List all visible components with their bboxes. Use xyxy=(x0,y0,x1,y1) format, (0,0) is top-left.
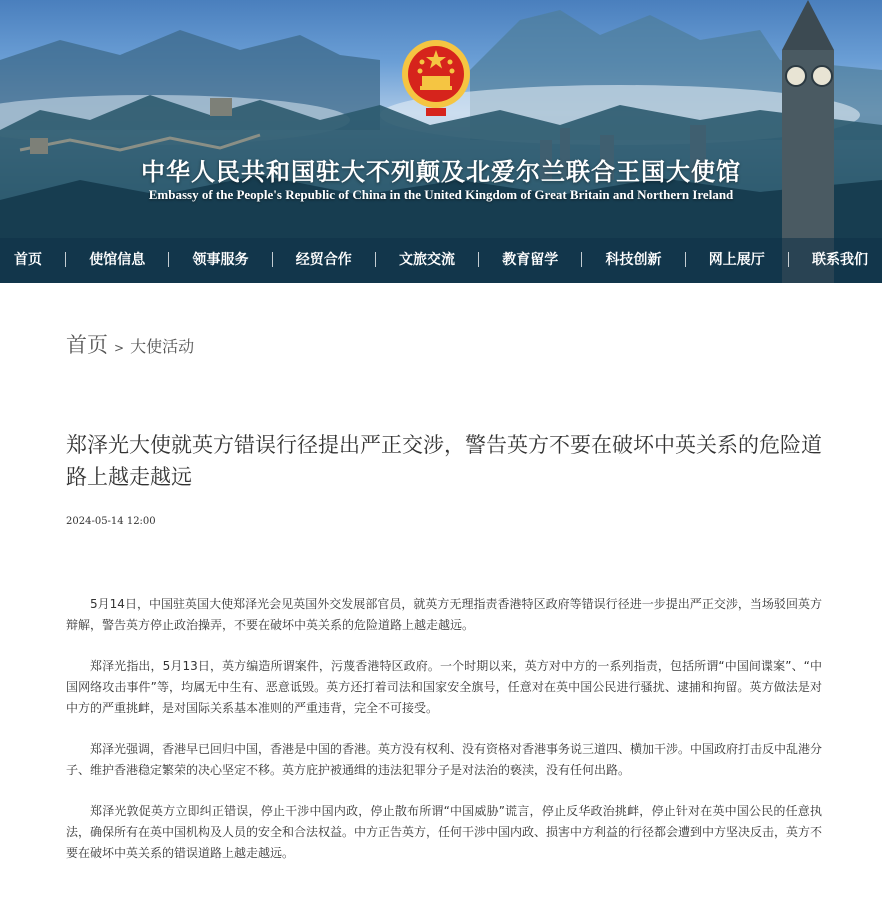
nav-item-home[interactable]: 首页 xyxy=(14,252,42,268)
embassy-title-cn: 中华人民共和国驻大不列颠及北爱尔兰联合王国大使馆 xyxy=(141,157,741,186)
article-body xyxy=(66,594,822,884)
site-banner xyxy=(0,0,882,283)
nav-separator xyxy=(272,252,273,267)
main-content xyxy=(0,283,882,904)
nav-separator xyxy=(65,252,66,267)
breadcrumb-current-link[interactable]: 大使活动 xyxy=(130,337,195,356)
nav-separator xyxy=(375,252,376,267)
nav-item-trade[interactable]: 经贸合作 xyxy=(295,252,352,268)
nav-item-technology[interactable]: 科技创新 xyxy=(605,252,662,268)
article-paragraph: 郑泽光强调，香港早已回归中国，香港是中国的香港。英方没有权利、没有资格对香港事务说三道四、横加干涉。中国政府打击反中乱港分子、维护香港稳定繁荣的决心坚定不移。英方庇护被通缉的违法犯罪分子是对法治的亵渎，没有任何出路。 xyxy=(66,742,823,777)
nav-separator xyxy=(478,252,479,267)
nav-item-consular[interactable]: 领事服务 xyxy=(192,252,249,268)
article-title: 郑泽光大使就英方错误行径提出严正交涉，警告英方不要在破坏中英关系的危险道路上越走越远 xyxy=(66,433,822,489)
nav-item-education[interactable]: 教育留学 xyxy=(502,252,559,268)
nav-item-contact[interactable]: 联系我们 xyxy=(812,252,868,268)
nav-item-culture[interactable]: 文旅交流 xyxy=(399,252,455,268)
nav-separator xyxy=(788,252,789,267)
nav-item-online-hall[interactable]: 网上展厅 xyxy=(708,252,765,268)
breadcrumb-home-link[interactable]: 首页 xyxy=(66,333,108,357)
main-nav xyxy=(0,240,882,278)
article-paragraph: 郑泽光敦促英方立即纠正错误，停止干涉中国内政，停止散布所谓“中国威胁”谎言，停止反华政治挑衅，停止针对在英中国公民的任意执法，确保所有在英中国机构及人员的安全和合法权益。中方正告英方，任何干涉中国内政、损害中方利益的行径都会遭到中方坚决反击，英方不要在破坏中英关系的错误道路上越走越远。 xyxy=(66,804,823,860)
national-emblem-icon xyxy=(400,38,472,118)
article-date: 2024-05-14 12:00 xyxy=(66,516,156,527)
article-paragraph: 郑泽光指出，5月13日，英方编造所谓案件，污蔑香港特区政府。一个时期以来，英方对中方的一系列指责，包括所谓“中国间谍案”、“中国网络攻击事件”等，均属无中生有、恶意诋毁。英方还打着司法和国家安全旗号，任意对在英中国公民进行骚扰、逮捕和拘留。英方做法是对中方的严重挑衅，是对国际关系基本准则的严重违背，完全不可接受。 xyxy=(66,659,822,715)
article-paragraph: 5月14日，中国驻英国大使郑泽光会见英国外交发展部官员，就英方无理指责香港特区政府等错误行径进一步提出严正交涉，当场驳回英方辩解，警告英方停止政治操弄，不要在破坏中英关系的危险道路上越走越远。 xyxy=(66,597,822,632)
embassy-title-en: Embassy of the People's Republic of China in the United Kingdom of Great Britain and Northern Ireland xyxy=(148,187,734,202)
nav-separator xyxy=(168,252,169,267)
nav-separator xyxy=(581,252,582,267)
breadcrumb xyxy=(66,329,194,359)
nav-separator xyxy=(685,252,686,267)
breadcrumb-separator: > xyxy=(114,341,125,355)
nav-item-embassy-info[interactable]: 使馆信息 xyxy=(89,252,146,268)
